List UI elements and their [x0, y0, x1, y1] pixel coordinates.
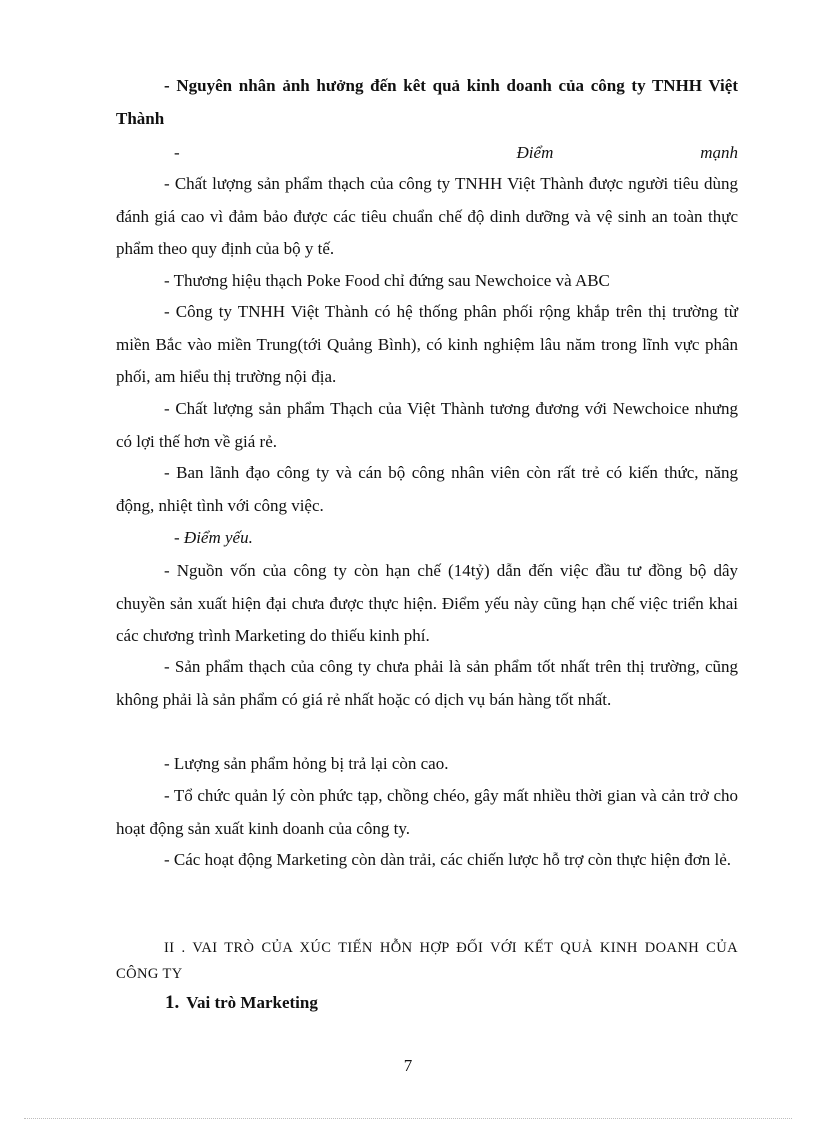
- strength-item: - Ban lãnh đạo công ty và cán bộ công nhân viên còn rất trẻ có kiến thức, năng động, nhiệt tình với công việc.: [116, 463, 738, 515]
- strength-item: - Thương hiệu thạch Poke Food chỉ đứng sau Newchoice và ABC: [164, 271, 610, 290]
- strengths-word-2: mạnh: [700, 143, 738, 162]
- strength-item: - Chất lượng sản phẩm Thạch của Việt Thành tương đương với Newchoice nhưng có lợi thế hơn về giá rẻ.: [116, 399, 738, 451]
- page-footer-divider: [24, 1118, 792, 1119]
- weakness-item: - Sản phẩm thạch của công ty chưa phải là sản phẩm tốt nhất trên thị trường, cũng không phải là sản phẩm có giá rẻ nhất hoặc có dịch vụ bán hàng tốt nhất.: [116, 657, 738, 709]
- subsection-number: 1.: [165, 992, 180, 1013]
- weakness-item: - Nguồn vốn của công ty còn hạn chế (14tỷ) dẫn đến việc đầu tư đồng bộ dây chuyền sản xuất hiện đại chưa được thực hiện. Điểm yếu này cũng hạn chế việc triển khai các chương trình Marketing do thiếu kinh phí.: [116, 561, 738, 645]
- strength-item: - Chất lượng sản phẩm thạch của công ty TNHH Việt Thành được người tiêu dùng đánh giá cao vì đảm bảo được các tiêu chuẩn chế độ dinh dưỡng và vệ sinh an toàn thực phẩm theo quy định của bộ y tế.: [116, 174, 738, 258]
- strength-item: - Công ty TNHH Việt Thành có hệ thống phân phối rộng khắp trên thị trường từ miền Bắc vào miền Trung(tới Quảng Bình), có kinh nghiệm lâu năm trong lĩnh vực phân phối, am hiểu thị trường nội địa.: [116, 302, 738, 386]
- subsection-title: Vai trò Marketing: [186, 993, 318, 1012]
- weakness-item: - Các hoạt động Marketing còn dàn trải, các chiến lược hỗ trợ còn thực hiện đơn lẻ.: [164, 850, 732, 869]
- weakness-item: - Tổ chức quản lý còn phức tạp, chồng chéo, gây mất nhiều thời gian và cản trở cho hoạt động sản xuất kinh doanh của công ty.: [116, 786, 738, 838]
- weaknesses-heading: - Điểm yếu.: [174, 528, 253, 547]
- cause-heading: - Nguyên nhân ảnh hưởng đến kêt quả kinh doanh của công ty TNHH Việt Thành: [116, 76, 738, 128]
- weakness-item: - Lượng sản phẩm hỏng bị trả lại còn cao.: [164, 754, 449, 773]
- page-number: 7: [403, 1056, 413, 1075]
- strengths-dash: -: [174, 143, 180, 162]
- strengths-word-1: Điểm: [516, 143, 554, 162]
- section-heading: II . VAI TRÒ CỦA XÚC TIẾN HỖN HỢP ĐỐI VỚI KẾT QUẢ KINH DOANH CỦA CÔNG TY: [116, 940, 738, 982]
- strengths-heading: [116, 137, 738, 169]
- subsection-heading: [165, 992, 318, 1014]
